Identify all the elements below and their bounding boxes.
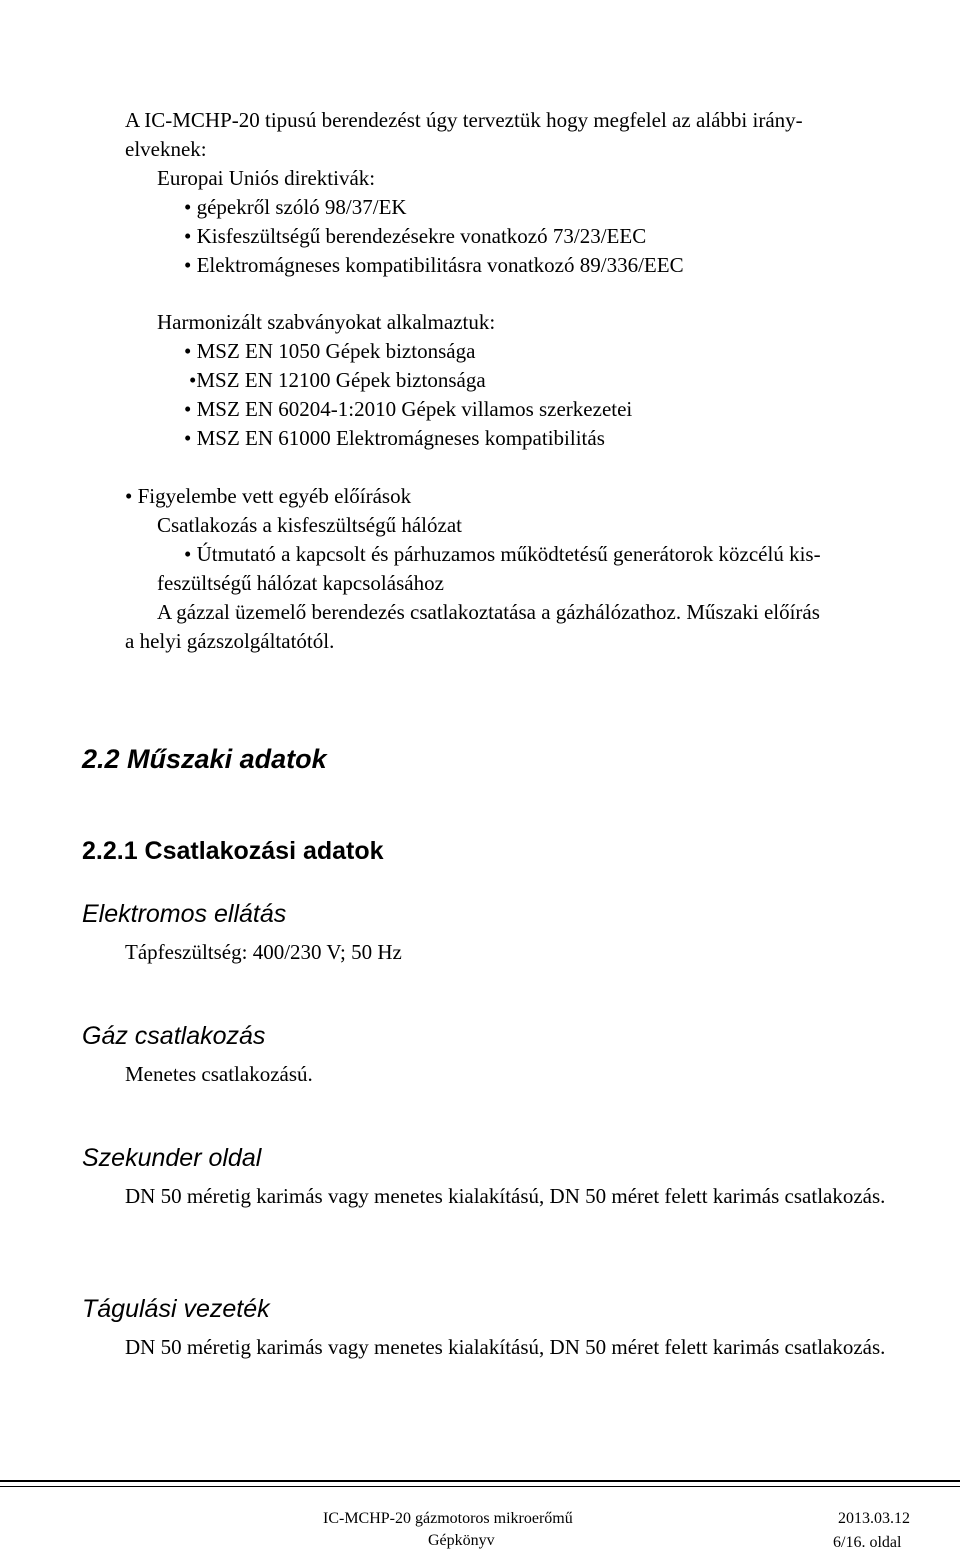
electric-supply-text: Tápfeszültség: 400/230 V; 50 Hz (125, 940, 402, 964)
intro-line-2: elveknek: (125, 137, 207, 161)
lv-connection-text: Csatlakozás a kisfeszültségű hálózat (157, 513, 462, 537)
electric-supply-heading: Elektromos ellátás (82, 900, 287, 928)
intro-line-1: A IC-MCHP-20 tipusú berendezést úgy terveztük hogy megfelel az alábbi irány- (125, 108, 803, 132)
eu-directives-heading: Europai Uniós direktivák: (157, 166, 376, 190)
standard-item: • MSZ EN 1050 Gépek biztonsága (184, 339, 476, 363)
gas-connection-text: Menetes csatlakozású. (125, 1062, 313, 1086)
standard-item: • MSZ EN 60204-1:2010 Gépek villamos szerkezetei (184, 397, 633, 421)
gas-requirement-line-2: a helyi gázszolgáltatótól. (125, 629, 335, 653)
standard-item: •MSZ EN 12100 Gépek biztonsága (189, 368, 486, 392)
guide-line-1: • Útmutató a kapcsolt és párhuzamos működtetésű generátorok közcélú kis- (184, 542, 821, 566)
eu-directive-item: • gépekről szóló 98/37/EK (184, 195, 407, 219)
gas-connection-heading: Gáz csatlakozás (82, 1022, 266, 1050)
section-2-2-title: 2.2 Műszaki adatok (82, 744, 327, 774)
secondary-side-heading: Szekunder oldal (82, 1144, 262, 1172)
eu-directive-item: • Kisfeszültségű berendezésekre vonatkozó 73/23/EEC (184, 224, 647, 248)
standards-heading: Harmonizált szabványokat alkalmaztuk: (157, 310, 496, 334)
footer-rule-thin (0, 1486, 960, 1487)
footer-rule-thick (0, 1480, 960, 1482)
gas-requirement-line-1: A gázzal üzemelő berendezés csatlakoztatása a gázhálózathoz. Műszaki előírás (157, 600, 820, 624)
standard-item: • MSZ EN 61000 Elektromágneses kompatibilitás (184, 426, 605, 450)
secondary-side-text: DN 50 méretig karimás vagy menetes kialakítású, DN 50 méret felett karimás csatlakozás. (125, 1184, 886, 1208)
footer-title: IC-MCHP-20 gázmotoros mikroerőmű (323, 1510, 573, 1527)
expansion-pipe-text: DN 50 méretig karimás vagy menetes kialakítású, DN 50 méret felett karimás csatlakozás. (125, 1335, 886, 1359)
guide-line-2: feszültségű hálózat kapcsolásához (157, 571, 444, 595)
footer-date: 2013.03.12 (838, 1510, 910, 1527)
eu-directive-item: • Elektromágneses kompatibilitásra vonatkozó 89/336/EEC (184, 253, 684, 277)
other-requirements-bullet: • Figyelembe vett egyéb előírások (125, 484, 412, 508)
section-2-2-1-title: 2.2.1 Csatlakozási adatok (82, 837, 384, 865)
footer-page-number: 6/16. oldal (833, 1534, 902, 1551)
expansion-pipe-heading: Tágulási vezeték (82, 1295, 270, 1323)
footer-subtitle: Gépkönyv (428, 1532, 495, 1549)
